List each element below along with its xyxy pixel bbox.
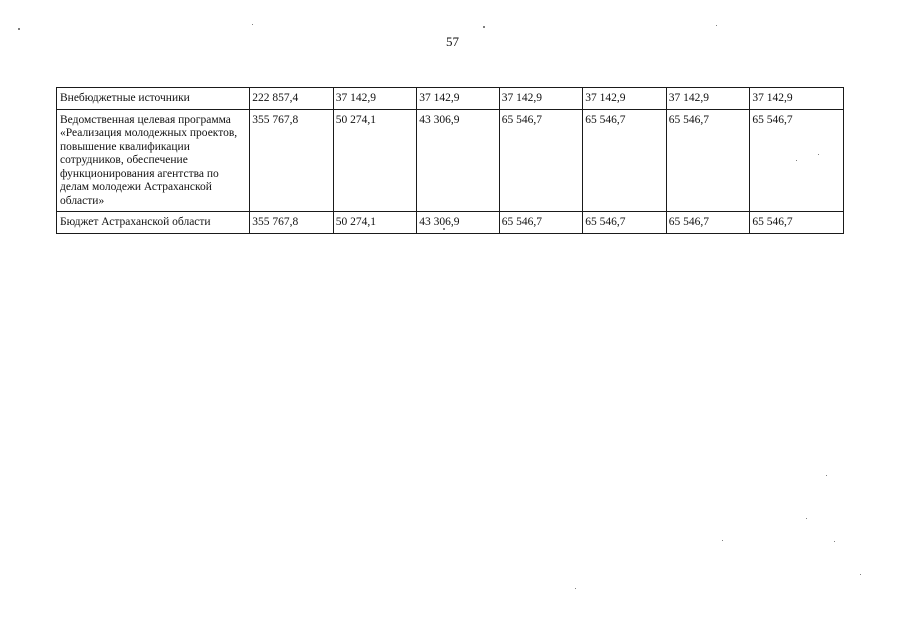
value-cell: 37 142,9 — [499, 88, 583, 110]
scan-speck — [860, 574, 861, 575]
scan-speck — [716, 25, 717, 26]
row-label: Внебюджетные источники — [57, 88, 250, 110]
page-number: 57 — [446, 34, 459, 49]
value-cell: 355 767,8 — [250, 212, 334, 234]
value-cell: 222 857,4 — [250, 88, 334, 110]
financing-table — [56, 87, 844, 234]
value-cell: 65 546,7 — [666, 212, 750, 234]
value-cell: 65 546,7 — [666, 109, 750, 212]
value-cell: 37 142,9 — [333, 88, 417, 110]
row-label: Бюджет Астраханской области — [57, 212, 250, 234]
scan-speck — [443, 228, 445, 230]
scan-speck — [722, 540, 723, 541]
scan-speck — [818, 154, 819, 155]
scan-speck — [252, 24, 253, 25]
scan-speck — [834, 541, 835, 542]
value-cell: 355 767,8 — [250, 109, 334, 212]
table-row — [57, 212, 844, 234]
value-cell: 50 274,1 — [333, 212, 417, 234]
scan-speck — [18, 28, 20, 30]
value-cell: 65 546,7 — [499, 109, 583, 212]
value-cell: 37 142,9 — [750, 88, 844, 110]
scan-speck — [806, 518, 807, 519]
value-cell: 65 546,7 — [583, 212, 667, 234]
value-cell: 43 306,9 — [417, 109, 500, 212]
value-cell: 65 546,7 — [583, 109, 667, 212]
table-row — [57, 109, 844, 212]
scan-speck — [575, 588, 576, 589]
row-label: Ведомственная целевая программа «Реализация молодежных проектов, повышение квалификации сотрудников, обеспечение функционирования агентства по делам молодежи Астраханской области» — [57, 109, 250, 212]
value-cell: 65 546,7 — [750, 109, 844, 212]
scan-speck — [483, 26, 485, 28]
value-cell: 37 142,9 — [666, 88, 750, 110]
table-row — [57, 88, 844, 110]
value-cell: 65 546,7 — [750, 212, 844, 234]
value-cell: 50 274,1 — [333, 109, 417, 212]
value-cell: 37 142,9 — [417, 88, 500, 110]
value-cell: 65 546,7 — [499, 212, 583, 234]
scan-speck — [796, 160, 797, 161]
value-cell: 43 306,9 — [417, 212, 500, 234]
scan-speck — [826, 475, 827, 476]
value-cell: 37 142,9 — [583, 88, 667, 110]
